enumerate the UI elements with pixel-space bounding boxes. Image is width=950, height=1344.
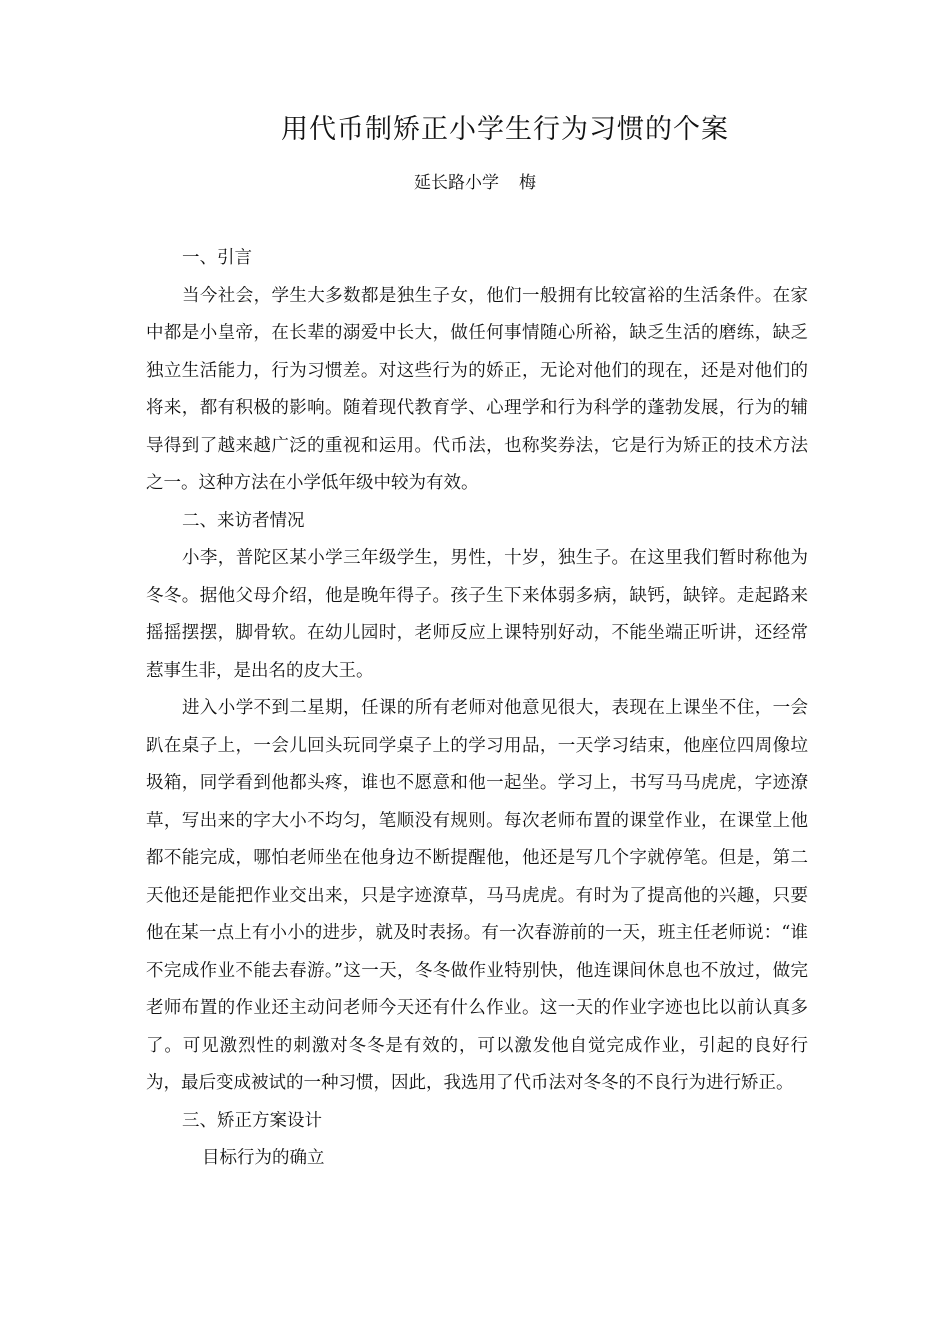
- visitor-paragraph-1: 小李，普陀区某小学三年级学生，男性，十岁，独生子。在这里我们暂时称他为冬冬。据他父母介绍，他是晚年得子。孩子生下来体弱多病，缺钙，缺锌。走起路来摇摇摆摆，脚骨软。在幼儿园时，老师反应上课特别好动，不能坐端正听讲，还经常惹事生非，是出名的皮大王。: [146, 548, 808, 681]
- author-line: [0, 170, 950, 196]
- author-name: 梅: [519, 173, 536, 193]
- document-body: [146, 240, 808, 1178]
- author-school: 延长路小学: [414, 173, 499, 193]
- section-heading-plan: 三、矫正方案设计: [182, 1110, 322, 1131]
- subheading-target-behavior: 目标行为的确立: [202, 1148, 325, 1168]
- section-heading-intro: 一、引言: [182, 248, 252, 268]
- visitor-paragraph-2: 进入小学不到二星期，任课的所有老师对他意见很大，表现在上课坐不住，一会趴在桌子上，一会儿回头玩同学桌子上的学习用品，一天学习结束，他座位四周像垃圾箱，同学看到他都头疼，谁也不愿意和他一起坐。学习上，书写马马虎虎，字迹潦草，写出来的字大小不均匀，笔顺没有规则。每次老师布置的课堂作业，在课堂上他都不能完成，哪怕老师坐在他身边不断提醒他，他还是写几个字就停笔。但是，第二天他还是能把作业交出来，只是字迹潦草，马马虎虎。有时为了提高他的兴趣，只要他在某一点上有小小的进步，就及时表扬。有一次春游前的一天，班主任老师说：“谁不完成作业不能去春游。”这一天，冬冬做作业特别快，他连课间休息也不放过，做完老师布置的作业还主动问老师今天还有什么作业。这一天的作业字迹也比以前认真多了。可见激烈性的刺激对冬冬是有效的，可以激发他自觉完成作业，引起的良好行为，最后变成被试的一种习惯，因此，我选用了代币法对冬冬的不良行为进行矫正。: [146, 698, 808, 1093]
- document-title: 用代币制矫正小学生行为习惯的个案: [281, 114, 729, 145]
- section-heading-visitor: 二、来访者情况: [182, 510, 305, 531]
- intro-paragraph: 当今社会，学生大多数都是独生子女，他们一般拥有比较富裕的生活条件。在家中都是小皇帝，在长辈的溺爱中长大，做任何事情随心所裕，缺乏生活的磨练，缺乏独立生活能力，行为习惯差。对这些行为的娇正，无论对他们的现在，还是对他们的将来，都有积极的影响。随着现代教育学、心理学和行为科学的蓬勃发展，行为的辅导得到了越来越广泛的重视和运用。代币法，也称奖券法，它是行为矫正的技术方法之一。这种方法在小学低年级中较为有效。: [146, 285, 808, 493]
